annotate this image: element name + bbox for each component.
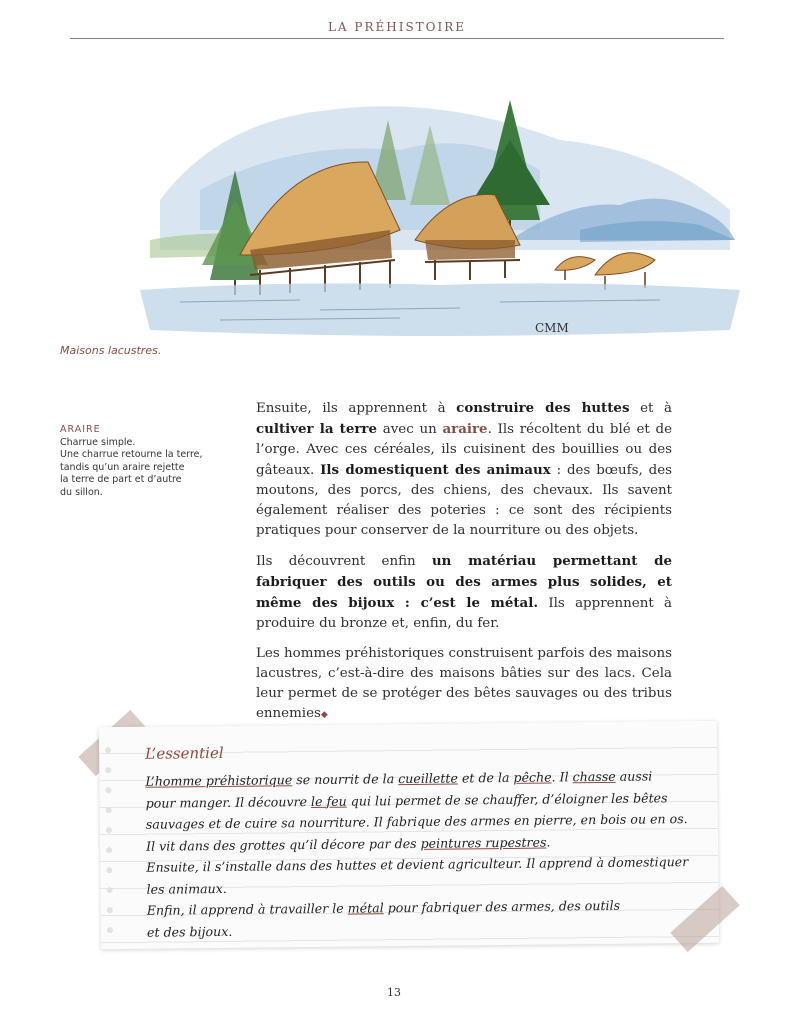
- text-run: . Il: [551, 769, 573, 785]
- text-run: Ils apprennent à produire du bronze et, enfin, du fer.: [256, 596, 673, 631]
- text-run: et de la: [457, 769, 514, 786]
- text-run: .: [546, 834, 551, 850]
- bold-run: cultiver la terre: [256, 421, 378, 437]
- text-run: Enfin, il apprend à travailler le: [146, 900, 348, 918]
- text-run: Ensuite, ils apprennent à: [256, 401, 457, 416]
- text-run: Il vit dans des grottes qu’il décore par des: [146, 835, 421, 854]
- essentiel-line: les animaux.: [146, 880, 227, 897]
- essentiel-body: [145, 765, 707, 943]
- illustration-caption: Maisons lacustres.: [60, 344, 162, 357]
- lake-dwellings-illustration: [140, 80, 740, 350]
- paragraph-lacustres: [256, 644, 672, 725]
- text-run: Les hommes préhistoriques construisent parfois des maisons lacustres, c’est-à-dire des maisons bâties sur des lacs. Cela leur permet de se protéger des bêtes sauvages ou des tribus ennemies: [256, 646, 672, 721]
- text-run: : des bœufs, des moutons, des porcs, des chiens, des chevaux. Ils savent également réaliser des poteries : ce sont des récipients pratiques pour conserver de la nourriture ou des objets.: [256, 463, 672, 538]
- text-run: . Ils récoltent du blé et de l’orge. Avec ces céréales, ils cuisinent des bouillies ou des gâteaux.: [256, 422, 672, 478]
- artist-signature: CMM: [535, 321, 569, 335]
- text-run: se nourrit de la: [292, 771, 399, 788]
- paragraph-huttes: [256, 398, 672, 541]
- underlined-term: métal: [347, 900, 384, 916]
- essentiel-line: Ensuite, il s’installe dans des huttes et devient agriculteur. Il apprend à domestiquer: [146, 854, 689, 875]
- glossary-line: Charrue simple.: [60, 436, 136, 448]
- notebook-holes: [105, 747, 115, 947]
- bold-run: Ils domestiquent des animaux: [320, 462, 551, 478]
- text-run: avec un: [377, 422, 443, 437]
- end-mark: ◆: [320, 710, 328, 720]
- text-run: pour fabriquer des armes, des outils: [383, 897, 621, 916]
- glossary-sidenote: [60, 424, 225, 499]
- glossary-keyword: araire: [442, 421, 488, 437]
- underlined-term: peintures rupestres: [420, 834, 547, 851]
- underlined-term: L’homme préhistorique: [145, 772, 293, 789]
- essentiel-title: L’essentiel: [145, 743, 224, 763]
- underlined-term: cueillette: [398, 770, 458, 787]
- essentiel-line: sauvages et de cuire sa nourriture. Il fabrique des armes en pierre, en bois ou en os.: [145, 811, 688, 832]
- bold-run: construire des huttes: [456, 400, 630, 416]
- running-header: LA PRÉHISTOIRE: [327, 20, 467, 34]
- glossary-line: la terre de part et d’autre: [60, 474, 182, 485]
- text-run: qui lui permet de se chauffer, d’éloigner les bêtes: [346, 789, 668, 809]
- text-run: Ils découvrent enfin: [256, 554, 432, 569]
- underlined-term: le feu: [310, 793, 347, 809]
- text-run: aussi: [615, 768, 653, 784]
- underlined-term: chasse: [572, 768, 616, 785]
- bold-run: un matériau permettant de fabriquer des outils ou des armes plus solides, et même des bijoux : c’est le métal.: [256, 553, 672, 611]
- text-run: pour manger. Il découvre: [145, 793, 312, 811]
- page-number: 13: [387, 986, 401, 999]
- header-rule: [70, 38, 724, 39]
- glossary-term: ARAIRE: [60, 424, 101, 435]
- text-run: et à: [629, 401, 672, 416]
- paragraph-metal: [256, 551, 672, 634]
- glossary-line: du sillon.: [60, 486, 103, 498]
- glossary-line: Une charrue retourne la terre,: [60, 449, 203, 460]
- essentiel-card: [99, 721, 719, 949]
- underlined-term: pêche: [513, 769, 552, 785]
- main-text: [256, 398, 672, 735]
- glossary-line: tandis qu’un araire rejette: [60, 461, 185, 473]
- essentiel-line: et des bijoux.: [146, 923, 233, 940]
